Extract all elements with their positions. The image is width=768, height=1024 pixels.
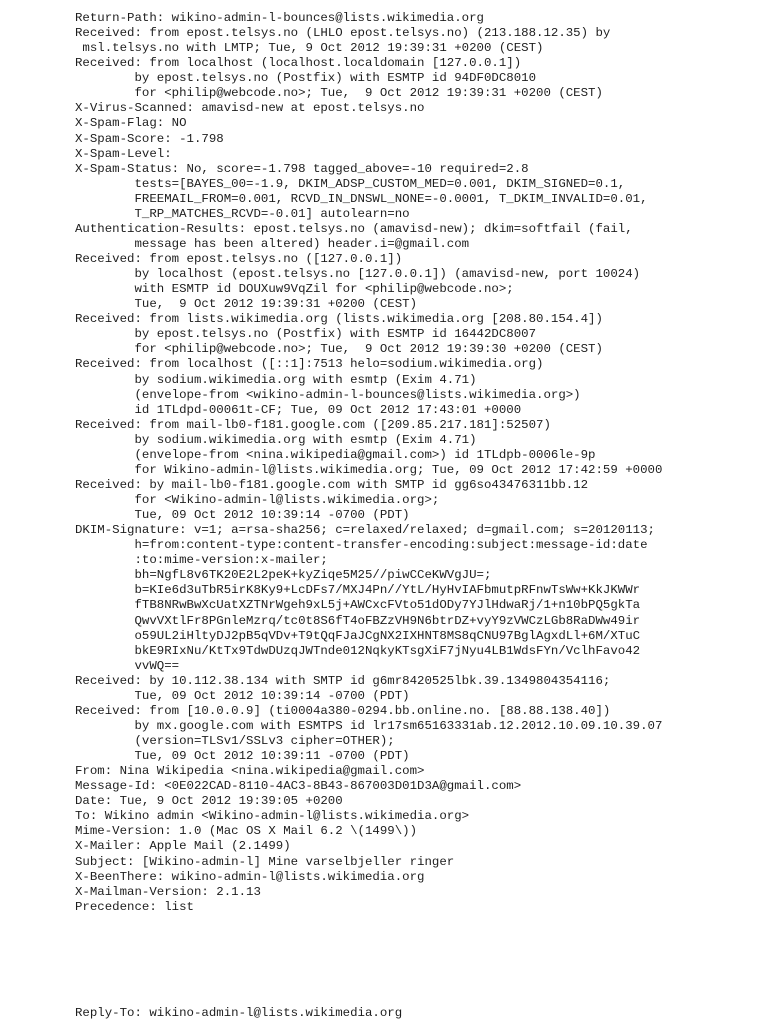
header-line: X-Spam-Level: xyxy=(75,146,172,161)
header-line: by localhost (epost.telsys.no [127.0.0.1]) (amavisd-new, port 10024) xyxy=(75,267,641,282)
header-line: Return-Path: wikino-admin-l-bounces@lists.wikimedia.org xyxy=(75,11,484,25)
header-line: Received: by mail-lb0-f181.google.com with SMTP id gg6so43476311bb.12 xyxy=(75,477,589,492)
email-header-block xyxy=(75,11,765,915)
header-line: h=from:content-type:content-transfer-encoding:subject:message-id:date xyxy=(75,538,648,553)
header-line: by sodium.wikimedia.org with esmtp (Exim 4.71) xyxy=(75,432,477,447)
header-line: b=KIe6d3uTbR5irK8Ky9+LcDFs7/MXJ4Pn//YtL/HyHvIAFbmutpRFnwTsWw+KkJKWWr xyxy=(75,583,641,598)
header-line: Message-Id: <0E022CAD-8110-4AC3-8B43-867003D01D3A@gmail.com> xyxy=(75,779,522,794)
header-line: msl.telsys.no with LMTP; Tue, 9 Oct 2012 19:39:31 +0200 (CEST) xyxy=(75,41,544,56)
header-line: :to:mime-version:x-mailer; xyxy=(75,553,328,568)
header-line: for <philip@webcode.no>; Tue, 9 Oct 2012 19:39:31 +0200 (CEST) xyxy=(75,86,603,101)
header-line: Subject: [Wikino-admin-l] Mine varselbjeller ringer xyxy=(75,854,455,869)
header-line: with ESMTP id DOUXuw9VqZil for <philip@webcode.no>; xyxy=(75,282,514,297)
header-line: Received: from epost.telsys.no (LHLO epost.telsys.no) (213.188.12.35) by xyxy=(75,26,611,41)
header-line: tests=[BAYES_00=-1.9, DKIM_ADSP_CUSTOM_MED=0.001, DKIM_SIGNED=0.1, xyxy=(75,176,626,191)
header-line: Date: Tue, 9 Oct 2012 19:39:05 +0200 xyxy=(75,794,343,809)
header-line: id 1TLdpd-00061t-CF; Tue, 09 Oct 2012 17:43:01 +0000 xyxy=(75,402,522,417)
header-line: bkE9RIxNu/KtTx9TdwDUzqJWTnde012NqkyKTsgXiF7jNyu4LB1WdsFYn/VclhFavo42 xyxy=(75,643,641,658)
header-line: Received: from localhost ([::1]:7513 helo=sodium.wikimedia.org) xyxy=(75,357,544,372)
header-line: Received: from [10.0.0.9] (ti0004a380-0294.bb.online.no. [88.88.138.40]) xyxy=(75,703,611,718)
header-line: X-Spam-Status: No, score=-1.798 tagged_above=-10 required=2.8 xyxy=(75,161,529,176)
header-line: QwvVXtlFr8PGnleMzrq/tc0t8S6fT4oFBZzVH9N6btrDZ+vyY9zVWCzLGb8RaDWw49ir xyxy=(75,613,641,628)
header-line: by epost.telsys.no (Postfix) with ESMTP id 16442DC8007 xyxy=(75,327,537,342)
header-line: for Wikino-admin-l@lists.wikimedia.org; Tue, 09 Oct 2012 17:42:59 +0000 xyxy=(75,462,663,477)
header-line: by epost.telsys.no (Postfix) with ESMTP id 94DF0DC8010 xyxy=(75,71,537,86)
header-line: X-Mailman-Version: 2.1.13 xyxy=(75,884,261,899)
header-line: X-Mailer: Apple Mail (2.1499) xyxy=(75,839,291,854)
header-line: by mx.google.com with ESMTPS id lr17sm65163331ab.12.2012.10.09.10.39.07 xyxy=(75,718,663,733)
header-line: o59UL2iHltyDJ2pB5qVDv+T9tQqFJaJCgNX2IXHNT8MS8qCNU97BglAgxdLl+6M/XTuC xyxy=(75,628,641,643)
header-line: DKIM-Signature: v=1; a=rsa-sha256; c=relaxed/relaxed; d=gmail.com; s=20120113; xyxy=(75,523,655,538)
header-line: From: Nina Wikipedia <nina.wikipedia@gmail.com> xyxy=(75,764,425,779)
header-line: bh=NgfL8v6TK20E2L2peK+kyZiqe5M25//piwCCeKWVgJU=; xyxy=(75,568,492,583)
header-line: (version=TLSv1/SSLv3 cipher=OTHER); xyxy=(75,734,395,748)
header-line: Tue, 09 Oct 2012 10:39:14 -0700 (PDT) xyxy=(75,508,410,523)
header-line: X-Spam-Flag: NO xyxy=(75,116,187,131)
header-line: To: Wikino admin <Wikino-admin-l@lists.wikimedia.org> xyxy=(75,809,470,824)
header-line: X-BeenThere: wikino-admin-l@lists.wikimedia.org xyxy=(75,869,425,884)
header-line: X-Virus-Scanned: amavisd-new at epost.telsys.no xyxy=(75,101,425,116)
header-line: Received: from localhost (localhost.localdomain [127.0.0.1]) xyxy=(75,56,522,71)
header-line: Received: by 10.112.38.134 with SMTP id g6mr8420525lbk.39.1349804354116; xyxy=(75,673,611,688)
header-line: message has been altered) header.i=@gmail.com xyxy=(75,236,470,251)
header-line: for <Wikino-admin-l@lists.wikimedia.org>; xyxy=(75,493,440,507)
header-line: Authentication-Results: epost.telsys.no (amavisd-new); dkim=softfail (fail, xyxy=(75,221,633,236)
header-line: fTB8NRwBwXcUatXZTNrWgeh9xL5j+AWCxcFVto51dODy7YJlHdwaRj/1+n10bPQ5gkTa xyxy=(75,598,641,613)
header-line: Tue, 9 Oct 2012 19:39:31 +0200 (CEST) xyxy=(75,297,418,312)
header-line: Mime-Version: 1.0 (Mac OS X Mail 6.2 \(1499\)) xyxy=(75,824,418,839)
header-line: Tue, 09 Oct 2012 10:39:11 -0700 (PDT) xyxy=(75,749,410,764)
header-line: Received: from mail-lb0-f181.google.com ([209.85.217.181]:52507) xyxy=(75,417,551,432)
header-line: X-Spam-Score: -1.798 xyxy=(75,131,224,146)
header-line: FREEMAIL_FROM=0.001, RCVD_IN_DNSWL_NONE=-0.0001, T_DKIM_INVALID=0.01, xyxy=(75,191,648,206)
header-line: Precedence: list xyxy=(75,899,194,914)
reply-to-header: Reply-To: wikino-admin-l@lists.wikimedia.org xyxy=(75,1006,403,1020)
header-line: Received: from lists.wikimedia.org (lists.wikimedia.org [208.80.154.4]) xyxy=(75,312,603,327)
header-line: (envelope-from <nina.wikipedia@gmail.com>) id 1TLdpb-0006le-9p xyxy=(75,447,596,462)
header-line: for <philip@webcode.no>; Tue, 9 Oct 2012 19:39:30 +0200 (CEST) xyxy=(75,342,603,357)
header-line: Received: from epost.telsys.no ([127.0.0.1]) xyxy=(75,252,403,266)
header-line: by sodium.wikimedia.org with esmtp (Exim 4.71) xyxy=(75,372,477,387)
header-line: (envelope-from <wikino-admin-l-bounces@lists.wikimedia.org>) xyxy=(75,387,581,402)
header-line: T_RP_MATCHES_RCVD=-0.01] autolearn=no xyxy=(75,206,410,221)
header-line: Tue, 09 Oct 2012 10:39:14 -0700 (PDT) xyxy=(75,688,410,703)
header-line: vvWQ== xyxy=(75,658,180,673)
